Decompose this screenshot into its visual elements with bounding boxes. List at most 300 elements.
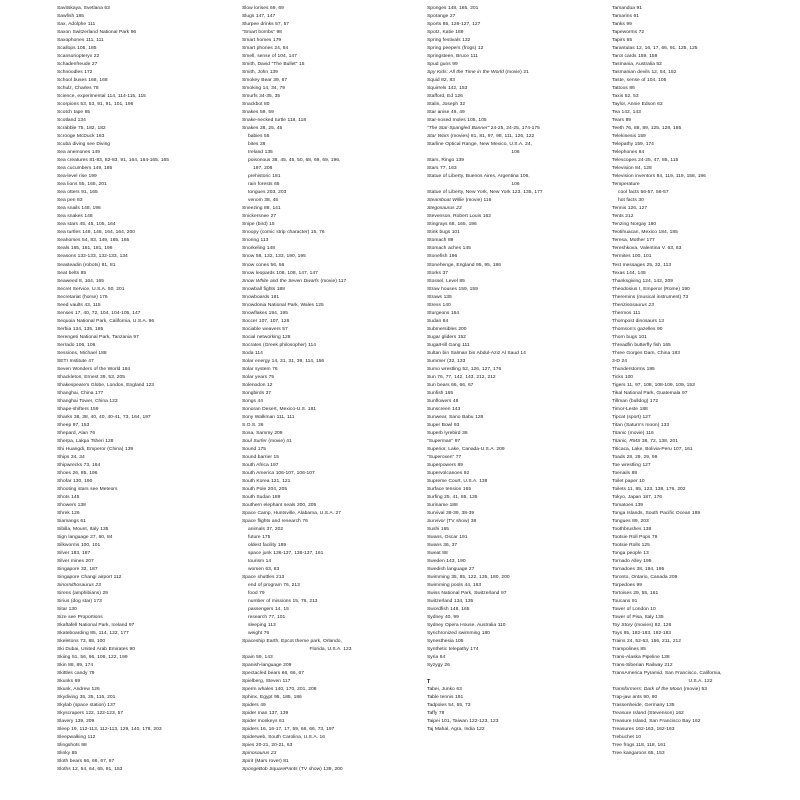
index-entry: Tanks 99 xyxy=(612,22,632,28)
index-entry: TransAmerica Pyramid, San Francisco, California, xyxy=(612,671,722,677)
index-entry: Thanksgiving 124, 142, 209 xyxy=(612,278,673,284)
index-entry: Skyscrapers 122, 122-123, 57 xyxy=(57,711,124,717)
index-entry: Submersibles 200 xyxy=(427,326,467,332)
index-entry: Star anise 49, 49 xyxy=(427,110,465,116)
index-entry: Sociable weavers 57 xyxy=(242,326,288,332)
index-entry: Schnoodles 172 xyxy=(57,70,93,76)
index-entry: Shanghai, China 177 xyxy=(57,390,104,396)
index-entry: Snickersnee 27 xyxy=(242,214,277,220)
index-entry: Theremins (musical instrument) 73 xyxy=(612,294,689,300)
index-entry: Skydiving 35, 35, 115, 201 xyxy=(57,695,116,701)
index-entry: Sea snails 148, 196 xyxy=(57,206,101,212)
index-entry: Sperm whales 140, 170, 201, 208 xyxy=(242,687,317,693)
index-entry: Skeletons 73, 88, 100 xyxy=(57,639,106,645)
index-entry-continuation: 106 xyxy=(511,182,520,188)
index-entry: Shofar 130, 190 xyxy=(57,478,93,484)
index-subentry: women 63, 83 xyxy=(248,567,280,573)
index-entry: Spanish-language 209 xyxy=(242,663,292,669)
index-entry: Skiing 51, 56, 96, 106, 122, 199 xyxy=(57,655,128,661)
index-entry: Stars 77, 163 xyxy=(427,166,457,172)
index-entry: Secretariat (horse) 176 xyxy=(57,294,108,300)
index-entry: Stevenson, Robert Louis 162 xyxy=(427,214,491,220)
index-entry: Smart homes 179 xyxy=(242,38,282,44)
index-entry: Sneezing 88, 141 xyxy=(242,206,281,212)
index-entry: Teeth 76, 88, 89, 125, 128, 185 xyxy=(612,126,682,132)
index-entry: Taste, sense of 104, 105 xyxy=(612,78,667,84)
index-entry: Syria 84 xyxy=(427,655,446,661)
index-entry: Shoes 26, 85, 196 xyxy=(57,470,98,476)
index-entry: Seals 165, 181, 181, 196 xyxy=(57,246,113,252)
index-entry: Trampolines 85 xyxy=(612,647,646,653)
index-entry: Syzygy 26 xyxy=(427,663,450,669)
index-entry: Stomach 89 xyxy=(427,238,454,244)
index-entry: Spirit (Mars rover) 81 xyxy=(242,759,289,765)
index-entry: Shooting stars see Meteors xyxy=(57,486,118,492)
index-subentry: babies 55 xyxy=(248,134,270,140)
index-entry: Squid 82, 83 xyxy=(427,78,455,84)
index-entry: School buses 168, 168 xyxy=(57,78,108,84)
index-entry: Surface tension 165 xyxy=(427,486,472,492)
index-entry: Sinornithosaurus 23 xyxy=(57,583,101,589)
index-entry: Storks 37 xyxy=(427,270,448,276)
index-entry: Toenails 88 xyxy=(612,470,638,476)
index-entry: Trains 24, 52-53, 156, 211, 212 xyxy=(612,639,682,645)
index-entry: Trassenheide, Germany 135 xyxy=(612,703,675,709)
index-entry: Three Gorges Dam, China 183 xyxy=(612,350,680,356)
index-entry: Sports 85, 126-127, 127 xyxy=(427,22,481,28)
index-entry: Solar years 75 xyxy=(242,374,275,380)
index-entry: Titan (Saturn's moon) 133 xyxy=(612,422,670,428)
index-entry: "Smart bombs" 98 xyxy=(242,30,282,36)
index-subentry: food 79 xyxy=(248,591,265,597)
index-entry: Skylab (space station) 137 xyxy=(57,703,116,709)
index-entry: Slow lorises 69, 69 xyxy=(242,6,284,11)
index-entry: S.O.S. 36 xyxy=(242,422,264,428)
index-entry: Temperature xyxy=(612,182,640,188)
index-entry: Therizinosaurus 23 xyxy=(612,302,654,308)
index-subentry: tongues 203, 203 xyxy=(248,190,287,196)
index-entry: Snake-necked turtle 118, 118 xyxy=(242,118,307,124)
index-entry: Stars, Ringo 139 xyxy=(427,158,464,164)
index-subentry: future 175 xyxy=(248,535,271,541)
index-entry: Seat belts 85 xyxy=(57,270,87,276)
index-entry: Snowdonia National Park, Wales 125 xyxy=(242,302,324,308)
index-entry: Showers 138 xyxy=(57,502,86,508)
index-entry: Toothbrushes 138 xyxy=(612,527,652,533)
index-entry: Seasons 132-133, 132-133, 134 xyxy=(57,254,128,260)
index-entry: Stalin, Joseph 32 xyxy=(427,102,466,108)
index-entry: Thornpost dinosaurs 13 xyxy=(612,318,665,324)
index-entry: Ski Dubai, United Arab Emirates 90 xyxy=(57,647,135,653)
index-entry: Seahorses 54, 83, 149, 165, 165 xyxy=(57,238,130,244)
index-entry: Sleepwalking 112 xyxy=(57,735,96,741)
index-entry: Snow cones 56, 56 xyxy=(242,262,285,268)
index-subentry: number of missions 15, 76, 213 xyxy=(248,599,318,605)
index-entry: Sea otters 91, 165 xyxy=(57,190,98,196)
index-entry: Snakes 59, 59 xyxy=(242,110,274,116)
index-entry: Skaftafell National Park, Iceland 97 xyxy=(57,623,135,629)
index-entry: Snakes 28, 25, 45 xyxy=(242,126,283,132)
index-subentry: end of program 76, 213 xyxy=(248,583,300,589)
index-entry: Sheep 97, 153 xyxy=(57,422,90,428)
index-entry: Smart phones 24, 84 xyxy=(242,46,289,52)
index-entry: Sydney Opera House, Australia 110 xyxy=(427,623,506,629)
index-entry: Stress 140 xyxy=(427,302,451,308)
index-entry: Soccer 107, 107, 126 xyxy=(242,318,290,324)
index-entry: Stossel, Level 85 xyxy=(427,278,465,284)
index-entry: Sessions, Michael 188 xyxy=(57,350,107,356)
index-entry: Scorpions 53, 53, 91, 91, 101, 196 xyxy=(57,102,134,108)
index-entry: Superpowers 89 xyxy=(427,462,463,468)
index-entry: Tigers 11, 97, 108, 108-109, 109, 153 xyxy=(612,382,695,388)
index-entry: Steamboat Willie (movie) 116 xyxy=(427,198,492,204)
index-entry: Smoking 14, 34, 79 xyxy=(242,86,285,92)
index-entry: Taj Mahal, Agra, India 122 xyxy=(427,727,485,733)
index-entry: Spring peepers (frogs) 12 xyxy=(427,46,484,52)
index-entry: Tents 212 xyxy=(612,214,634,220)
index-entry: Tasmania, Australia 52 xyxy=(612,62,662,68)
index-entry: Snoring 113 xyxy=(242,238,269,244)
index-entry: Trebuchet 10 xyxy=(612,735,641,741)
index-entry: Transformers: Dark of the Moon (movie) 53 xyxy=(612,687,708,693)
index-entry: Television inventors 84, 119, 119, 158, 196 xyxy=(612,174,706,180)
index-entry: Taylor, Annie Edson 63 xyxy=(612,102,663,108)
index-entry: Secret Service, U.S.A. 50, 201 xyxy=(57,286,125,292)
index-entry: Snorkeling 148 xyxy=(242,246,275,252)
index-entry: Sun bears 66, 66, 67 xyxy=(427,382,474,388)
index-entry: Space Camp, Huntsville, Alabama, U.S.A. 27 xyxy=(242,510,342,516)
index-entry: Shanghai Tower, China 123 xyxy=(57,398,118,404)
index-entry: "The Star-Spangled Banner" 24-25, 24-25, 174-175 xyxy=(427,126,540,132)
index-entry: Snipe (bird) 15 xyxy=(242,222,275,228)
index-entry: Supervolcanoes 92 xyxy=(427,470,470,476)
index-entry: Sultan bin Salman bin Abdul-Aziz Al Saud 14 xyxy=(427,350,526,356)
index-entry: Spiderweb, South Carolina, U.S.A. 16 xyxy=(242,735,325,741)
index-entry: Sirius (dog star) 173 xyxy=(57,599,102,605)
index-entry: Titicaca, Lake, Bolivia-Peru 107, 161 xyxy=(612,446,693,452)
index-entry: Superior, Lake, Canada-U.S.A. 209 xyxy=(427,446,505,452)
index-entry: Thomson's gazelles 90 xyxy=(612,326,663,332)
index-column-1 xyxy=(57,5,242,795)
index-entry: South Korea 121, 121 xyxy=(242,478,291,484)
index-entry: Singapore 32, 187 xyxy=(57,567,98,573)
index-entry: Trans-Alaska Pipeline 138 xyxy=(612,655,670,661)
index-entry: Scansoriopteryx 22 xyxy=(57,54,100,60)
index-entry: Spotz, Katie 189 xyxy=(427,30,464,36)
index-subentry: space junk 136-137, 136-137, 161 xyxy=(248,551,324,557)
index-subentry: prehistoric 181 xyxy=(248,174,281,180)
index-entry: Sun 76, 77, 142, 143, 212, 212 xyxy=(427,374,496,380)
index-entry: Slugs 147, 147 xyxy=(242,14,276,20)
index-entry: Snow White and the Seven Dwarfs (movie) 117 xyxy=(242,278,347,284)
index-entry: Shape-shifters 159 xyxy=(57,406,99,412)
index-entry: Tonga Islands, South Pacific Ocean 189 xyxy=(612,510,701,516)
index-entry: Sea turtles 148, 148, 164, 164, 200 xyxy=(57,230,135,236)
index-entry: Shots 145 xyxy=(57,494,80,500)
index-entry: Stafford, Ed 126 xyxy=(427,94,463,100)
index-entry: Smith, John 139 xyxy=(242,70,278,76)
index-entry: Solar system 76 xyxy=(242,366,278,372)
index-subentry: hot facts 30 xyxy=(618,198,644,204)
index-entry: Snoopy (comic strip character) 15, 76 xyxy=(242,230,325,236)
index-entry: South Africa 197 xyxy=(242,462,279,468)
index-entry: Spider monkeys 61 xyxy=(242,719,285,725)
index-entry: South Sudan 189 xyxy=(242,494,281,500)
index-entry: Survivor (TV show) 38 xyxy=(427,519,477,524)
index-entry: Stonehenge, England 95, 95, 186 xyxy=(427,262,501,268)
index-entry: Tootsie Roll Pops 79 xyxy=(612,535,658,541)
index-entry: Sea anemones 149 xyxy=(57,150,100,156)
index-entry: Sunwear, Sano Babu 128 xyxy=(427,414,484,420)
index-entry: Tortoises 29, 55, 161 xyxy=(612,591,659,597)
index-entry: Teotihuacan, Mexico 184, 185 xyxy=(612,230,678,236)
index-entry: Toys 85, 182-183, 182-183 xyxy=(612,631,672,637)
index-entry: Statue of Liberty, New York, New York 123, 135, 177 xyxy=(427,190,543,196)
index-entry: Tornado Alley 195 xyxy=(612,559,652,565)
index-entry: Singapore Changi airport 112 xyxy=(57,575,122,581)
index-entry: Spud guns 99 xyxy=(427,62,458,68)
index-subentry: venom 38, 45 xyxy=(248,198,279,204)
index-subentry: bites 28 xyxy=(248,142,266,148)
index-entry: Tower of London 10 xyxy=(612,607,656,613)
index-subentry: animals 37, 202 xyxy=(248,527,284,533)
index-entry: Space shuttles 213 xyxy=(242,575,285,581)
index-entry: Stink bugs 101 xyxy=(427,230,460,236)
index-entry: Southern elephant seals 200, 205 xyxy=(242,502,317,508)
index-entry: Sea pen 83 xyxy=(57,198,83,204)
index-entry: Synchronized swimming 180 xyxy=(427,631,490,637)
index-entry: Taxis 52, 53 xyxy=(612,94,639,100)
index-entry: Saxophones 111, 111 xyxy=(57,38,104,44)
index-entry: Savitskaya, Svetlana 63 xyxy=(57,6,110,11)
index-entry: Test messages 25, 32, 113 xyxy=(612,262,672,268)
index-entry: Sea creatures 81-83, 82-83, 91, 164, 164-165, 165 xyxy=(57,158,170,164)
index-entry: Shipwrecks 73, 164 xyxy=(57,462,101,468)
index-entry: Space flights and research 76 xyxy=(242,519,308,524)
index-entry: Sloths 12, 54, 64, 65, 91, 153 xyxy=(57,767,123,773)
index-entry: Soul Surfer (movie) 41 xyxy=(242,438,292,444)
index-entry: Scrabble 75, 182, 182 xyxy=(57,126,106,132)
index-entry: Smith, David "The Bullet" 15 xyxy=(242,62,305,68)
index-entry: Songbirds 37 xyxy=(242,390,272,396)
index-entry: Threadfin butterfly fish 165 xyxy=(612,342,671,348)
index-entry: Thunderstorms 195 xyxy=(612,366,655,372)
index-entry: Super Bowl 93 xyxy=(427,422,460,428)
index-entry: Sosa, Sammy 209 xyxy=(242,430,283,436)
index-entry: Star Wars (movies) 81, 81, 97, 98, 111, 126, 122 xyxy=(427,134,535,140)
index-entry: Tapeworms 72 xyxy=(612,30,645,36)
index-entry: Tootsie Rolls 125 xyxy=(612,543,650,549)
index-entry: Seed vaults 43, 115 xyxy=(57,302,101,308)
index-entry: Skunks 69 xyxy=(57,679,81,685)
index-entry: Sirens (amphibians) 29 xyxy=(57,591,108,597)
index-entry: Sea-level rise 199 xyxy=(57,174,97,180)
index-entry: Stegosaurus 23 xyxy=(427,206,462,212)
index-entry: Spielberg, Steven 117 xyxy=(242,679,291,685)
index-entry: Skittles candy 79 xyxy=(57,671,95,677)
index-entry: Slurpee drinks 57, 57 xyxy=(242,22,290,28)
index-entry: Straws 135 xyxy=(427,294,452,300)
index-entry: Toilet paper 10 xyxy=(612,478,645,484)
index-entry: South America 106-107, 106-107 xyxy=(242,470,315,476)
index-entry: Spring festivals 132 xyxy=(427,38,471,44)
index-entry: Scallops 105, 185 xyxy=(57,46,97,52)
index-entry: Texas 144, 145 xyxy=(612,270,646,276)
index-columns xyxy=(57,5,792,795)
index-entry: Scotland 134 xyxy=(57,118,86,124)
index-entry: Tree kangaroos 65, 153 xyxy=(612,751,665,757)
index-entry: Shrek 126 xyxy=(57,510,80,516)
index-entry: Supreme Court, U.S.A. 138 xyxy=(427,478,488,484)
index-entry: Slavery 139, 209 xyxy=(57,719,95,725)
index-entry: Synthetic telepathy 174 xyxy=(427,647,479,653)
index-entry: Spain 59, 143 xyxy=(242,655,273,661)
index-entry: South Pole 204, 205 xyxy=(242,486,288,492)
index-subentry: Ireland 135 xyxy=(248,150,273,156)
index-entry: Shakespeare's Globe, London, England 123 xyxy=(57,382,155,388)
index-subentry: cool facts 56-57, 56-57 xyxy=(618,190,669,196)
index-entry: Tasmanian devils 12, 54, 152 xyxy=(612,70,677,76)
index-entry: SETI Institute 47 xyxy=(57,358,94,364)
index-entry: Science, experimental 114, 114-115, 115 xyxy=(57,94,146,100)
index-entry: Senses 17, 40, 72, 104, 104-105, 147 xyxy=(57,310,141,316)
index-entry: Telescopes 24-25, 47, 85, 115 xyxy=(612,158,679,164)
index-entry: 3-D 24 xyxy=(612,358,627,364)
index-entry: Serengeti National Park, Tanzania 97 xyxy=(57,334,139,340)
index-entry: Sponges 148, 165, 201 xyxy=(427,6,479,11)
index-entry: Teresa, Mother 177 xyxy=(612,238,655,244)
index-entry: Sound barrier 15 xyxy=(242,454,279,460)
index-entry: Torpedoes 99 xyxy=(612,583,642,589)
index-entry: Sawfish 185 xyxy=(57,14,84,20)
index-entry: Tenzing Norgay 180 xyxy=(612,222,657,228)
index-entry: Snow leopards 108, 108, 147, 147 xyxy=(242,270,318,276)
index-entry: Skunk, Andrew 126 xyxy=(57,687,100,693)
index-entry: Tower of Pisa, Italy 135 xyxy=(612,615,664,621)
index-entry: Trans-Siberian Railway 212 xyxy=(612,663,673,669)
index-entry: Theodosius I, Emperor (Rome) 190 xyxy=(612,286,690,292)
index-entry: Surfing 25, 41, 85, 135 xyxy=(427,494,478,500)
index-entry: Table tennis 191 xyxy=(427,695,464,701)
index-entry: Toilets 11, 85, 123, 138, 176, 202 xyxy=(612,486,686,492)
index-entry: Silkworms 100, 101 xyxy=(57,543,101,549)
index-entry: Trap-jaw ants 90, 90 xyxy=(612,695,658,701)
index-entry: Tonga people 13 xyxy=(612,551,649,557)
index-entry: Spiders 16, 16-17, 17, 59, 66, 66, 73, 197 xyxy=(242,727,335,733)
index-entry: Tarantulas 12, 16, 17, 66, 91, 125, 125 xyxy=(612,46,698,52)
index-entry: Squirrels 142, 153 xyxy=(427,86,468,92)
index-entry: Seven Wonders of the World 184 xyxy=(57,366,131,372)
index-subentry: research 77, 101 xyxy=(248,615,286,621)
index-entry: Taffy 78 xyxy=(427,711,445,717)
index-subentry: tourism 14 xyxy=(248,559,272,565)
index-entry: Star-nosed moles 105, 105 xyxy=(427,118,487,124)
index-entry: Snow 58, 132, 133, 190, 195 xyxy=(242,254,306,260)
index-entry: Telekinesis 159 xyxy=(612,134,646,140)
index-entry: Toronto, Ontario, Canada 209 xyxy=(612,575,678,581)
index-entry-continuation: Florida, U.S.A. 123 xyxy=(309,647,352,653)
index-subentry: oldest facility 189 xyxy=(248,543,287,549)
index-entry: SpongeBob SquarePants (TV show) 139, 200 xyxy=(242,767,343,773)
index-subentry: poisonous 38, 45, 45, 50, 68, 69, 69, 196, xyxy=(248,158,341,164)
index-entry: Seaweed 8, 164, 165 xyxy=(57,278,105,284)
index-entry: Sunflowers 48 xyxy=(427,398,459,404)
index-entry: Solar energy 14, 31, 31, 39, 114, 156 xyxy=(242,358,325,364)
index-entry: Tikal National Park, Guatemala 97 xyxy=(612,390,688,396)
index-entry: Schulz, Charles 78 xyxy=(57,86,99,92)
index-entry: Sound 175 xyxy=(242,446,266,452)
index-entry: Sweat 88 xyxy=(427,551,448,557)
index-entry: Shepard, Alan 76 xyxy=(57,430,96,436)
index-entry: Songs 44 xyxy=(242,398,263,404)
index-entry: Serbia 134, 135, 185 xyxy=(57,326,104,332)
index-entry: Tabei, Junko 63 xyxy=(427,687,462,693)
index-entry: Tamarins 61 xyxy=(612,14,639,20)
index-entry: Soda 114 xyxy=(242,350,263,356)
index-entry: Sporange 27 xyxy=(427,14,456,20)
index-entry: Tongues 89, 203 xyxy=(612,519,649,524)
index-entry: Thorn bugs 101 xyxy=(612,334,647,340)
index-entry: Straw houses 159, 159 xyxy=(427,286,478,292)
index-entry: Swans, Oscar 191 xyxy=(427,535,468,541)
index-entry: Tipcat (sport) 127 xyxy=(612,414,651,420)
index-entry: Schadenfreude 27 xyxy=(57,62,98,68)
index-entry: Telepathy 159, 174 xyxy=(612,142,654,148)
index-entry: Sudan 84 xyxy=(427,318,449,324)
index-entry-continuation: 106 xyxy=(511,150,520,156)
index-entry: Tokyo, Japan 187, 176 xyxy=(612,494,663,500)
index-entry: Spectacled bears 66, 66, 67 xyxy=(242,671,304,677)
index-entry: Snackbot 80 xyxy=(242,102,270,108)
index-entry: Timor-Leste 188 xyxy=(612,406,648,412)
index-entry: Sushi 165 xyxy=(427,527,450,533)
index-entry: Tears 89 xyxy=(612,118,632,124)
index-entry: Tarot cards 159, 159 xyxy=(612,54,658,60)
index-entry: Ships 34, 34 xyxy=(57,454,85,460)
index-entry: Sea snakes 148 xyxy=(57,214,93,220)
index-column-4 xyxy=(612,5,797,795)
index-entry: Synesthesia 105 xyxy=(427,639,464,645)
index-subentry: passengers 14, 15 xyxy=(248,607,289,613)
index-entry: Sign language 27, 60, 84 xyxy=(57,535,113,541)
index-entry: Springsteen, Bruce 111 xyxy=(427,54,479,60)
index-entry: Sax, Adolphe 111 xyxy=(57,22,96,28)
index-entry: Spaceship Earth, Epcot theme park, Orlando, xyxy=(242,639,342,645)
index-entry: Treasures 162-163, 162-163 xyxy=(612,727,675,733)
index-entry: Sitar 130 xyxy=(57,607,77,613)
index-entry: Spider man 137, 139 xyxy=(242,711,289,717)
index-entry: Tereshkova, Valentina V. 63, 63 xyxy=(612,246,682,252)
index-entry: Sugar gliders 152 xyxy=(427,334,466,340)
index-entry: Social networking 128 xyxy=(242,334,291,340)
index-entry: Starline Optical Range, New Mexico, U.S.A. 24, xyxy=(427,142,532,148)
index-entry: Sunfish 165 xyxy=(427,390,454,396)
index-entry: Sony Walkman 111, 111 xyxy=(242,414,295,420)
index-entry: Superb lyrebird 36 xyxy=(427,430,468,436)
index-entry: Sibilla, Mount, Italy 135 xyxy=(57,527,109,533)
index-entry: Switzerland 134, 135 xyxy=(427,599,474,605)
index-entry: Television 84, 128 xyxy=(612,166,652,172)
index-entry: Spy Kids: All the Time in the World (movie) 21 xyxy=(427,70,529,76)
index-entry: Smell, sense of 104, 147 xyxy=(242,54,297,60)
index-entry: Toe wrestling 127 xyxy=(612,462,651,468)
index-entry: Solenodon 12 xyxy=(242,382,273,388)
index-entry: Sonoran Desert, Mexico-U.S. 181 xyxy=(242,406,317,412)
section-letter-heading: T xyxy=(427,679,431,686)
index-entry: Snowflakes 194, 195 xyxy=(242,310,288,316)
index-subentry: sleeping 113 xyxy=(248,623,276,629)
index-entry: Swiss National Park, Switzerland 97 xyxy=(427,591,507,597)
